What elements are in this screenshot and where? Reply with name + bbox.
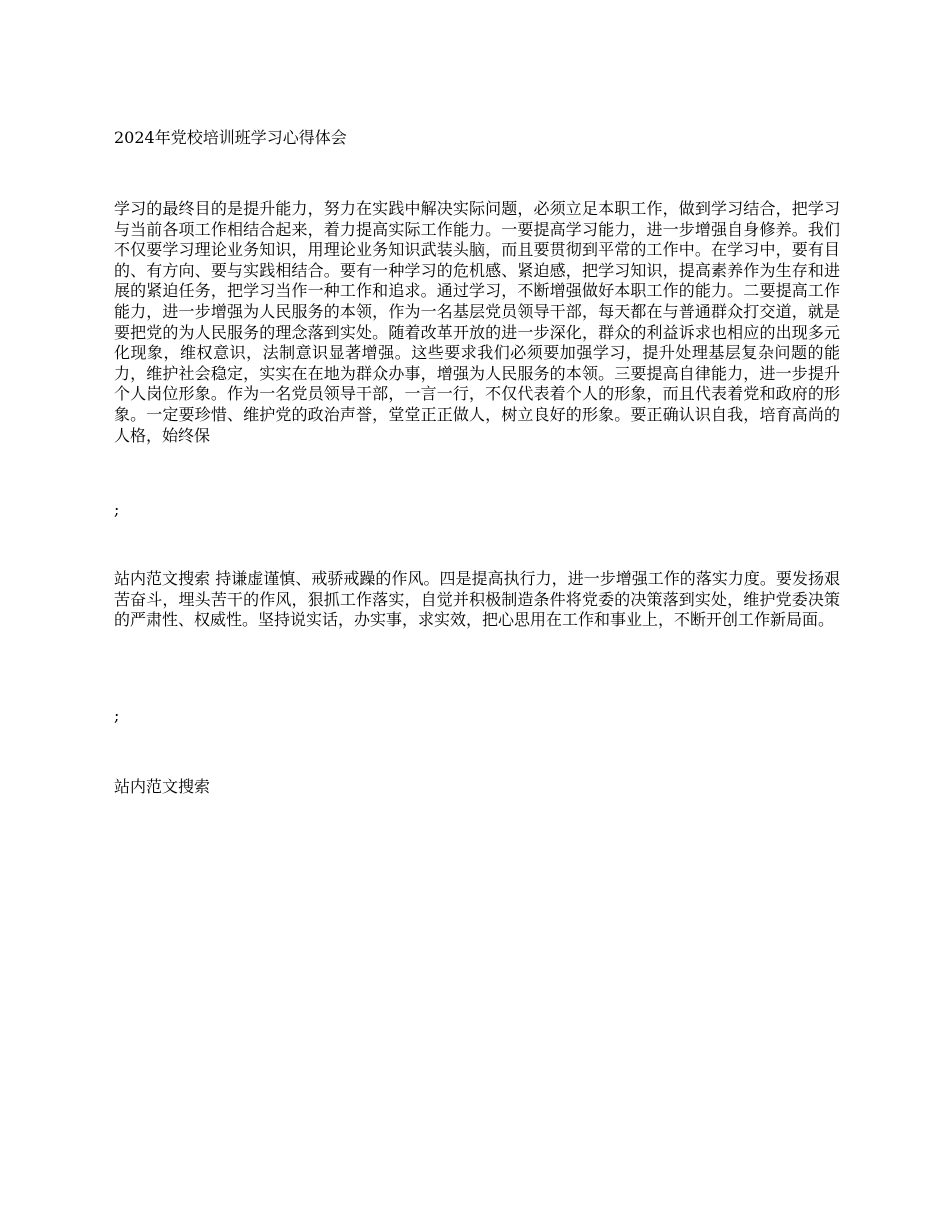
document-title: 2024年党校培训班学习心得体会	[114, 128, 347, 147]
separator-1: ;	[114, 500, 120, 519]
paragraph-2: 站内范文搜索 持谦虚谨慎、戒骄戒躁的作风。四是提高执行力，进一步增强工作的落实力度。要发扬艰苦奋斗，埋头苦干的作风，狠抓工作落实，自觉并积极制造条件将党委的决策落到实处，维护党委决策的严肃性、权威性。坚持说实话，办实事，求实效，把心思用在工作和事业上，不断开创工作新局面。	[114, 569, 840, 630]
paragraph-1: 学习的最终目的是提升能力，努力在实践中解决实际问题，必须立足本职工作，做到学习结合，把学习与当前各项工作相结合起来，着力提高实际工作能力。一要提高学习能力，进一步增强自身修养。我们不仅要学习理论业务知识，用理论业务知识武装头脑，而且要贯彻到平常的工作中。在学习中，要有目的、有方向、要与实践相结合。要有一种学习的危机感、紧迫感，把学习知识，提高素养作为生存和进展的紧迫任务，把学习当作一种工作和追求。通过学习，不断增强做好本职工作的能力。二要提高工作能力，进一步增强为人民服务的本领，作为一名基层党员领导干部，每天都在与普通群众打交道，就是要把党的为人民服务的理念落到实处。随着改革开放的进一步深化，群众的利益诉求也相应的出现多元化现象，维权意识，法制意识显著增强。这些要求我们必须要加强学习，提升处理基层复杂问题的能力，维护社会稳定，实实在在地为群众办事，增强为人民服务的本领。三要提高自律能力，进一步提升个人岗位形象。作为一名党员领导干部，一言一行，不仅代表着个人的形象，而且代表着党和政府的形象。一定要珍惜、维护党的政治声誉，堂堂正正做人，树立良好的形象。要正确认识自我，培育高尚的人格，始终保	[114, 199, 840, 445]
separator-2: ;	[114, 706, 120, 725]
footer-search-text: 站内范文搜索	[114, 777, 211, 796]
